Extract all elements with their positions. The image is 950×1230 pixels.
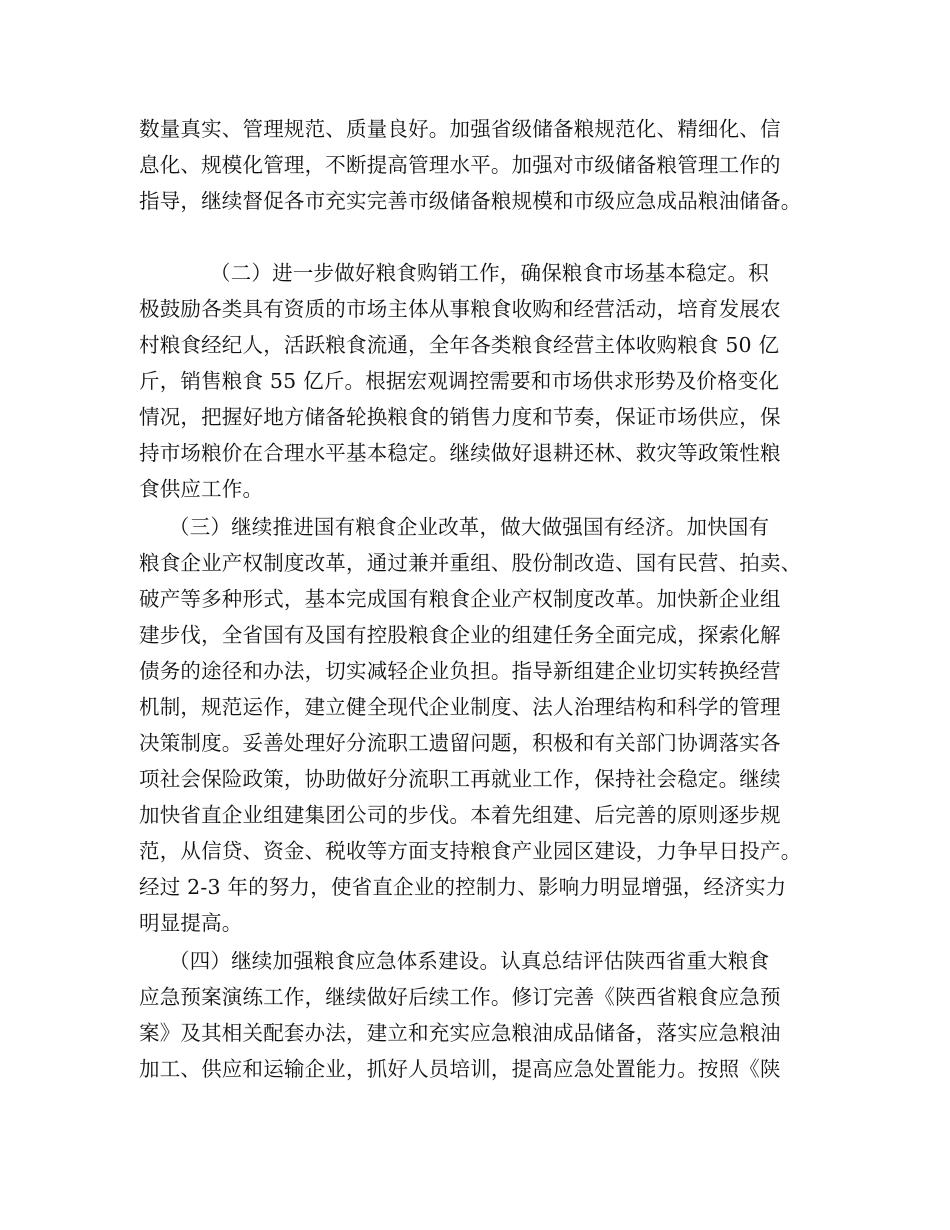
text-line: 案》及其相关配套办法，建立和充实应急粮油成品储备，落实应急粮油 — [139, 1021, 781, 1045]
text-line: 息化、规模化管理，不断提高管理水平。加强对市级储备粮管理工作的 — [139, 153, 781, 177]
text-line: 应急预案演练工作，继续做好后续工作。修订完善《陕西省粮食应急预 — [139, 985, 781, 1009]
text-line: 机制，规范运作，建立健全现代企业制度、法人治理结构和科学的管理 — [139, 695, 781, 719]
text-line: 范，从信贷、资金、税收等方面支持粮食产业园区建设，力争早日投产。 — [139, 839, 802, 863]
text-line: 粮食企业产权制度改革，通过兼并重组、股份制改造、国有民营、拍卖、 — [139, 551, 802, 575]
text-line: 项社会保险政策，协助做好分流职工再就业工作，保持社会稳定。继续 — [139, 767, 781, 791]
text-line: 持市场粮价在合理水平基本稳定。继续做好退耕还林、救灾等政策性粮 — [139, 441, 781, 465]
text-line: 村粮食经纪人，活跃粮食流通，全年各类粮食经营主体收购粮食 50 亿 — [139, 333, 780, 357]
section-heading-line: （四）继续加强粮食应急体系建设。认真总结评估陕西省重大粮食 — [169, 949, 770, 973]
text-line: 决策制度。妥善处理好分流职工遗留问题，积极和有关部门协调落实各 — [139, 731, 781, 755]
text-line: 加工、供应和运输企业，抓好人员培训，提高应急处置能力。按照《陕 — [139, 1057, 781, 1081]
text-line: 明显提高。 — [139, 911, 243, 935]
text-line: 债务的途径和办法，切实减轻企业负担。指导新组建企业切实转换经营 — [139, 659, 781, 683]
text-line: 建步伐，全省国有及国有控股粮食企业的组建任务全面完成，探索化解 — [139, 623, 781, 647]
text-line: 破产等多种形式，基本完成国有粮食企业产权制度改革。加快新企业组 — [139, 587, 781, 611]
text-line: 数量真实、管理规范、质量良好。加强省级储备粮规范化、精细化、信 — [139, 117, 781, 141]
section-heading-line: （三）继续推进国有粮食企业改革，做大做强国有经济。加快国有 — [169, 515, 770, 539]
section-heading-line: （二）进一步做好粮食购销工作，确保粮食市场基本稳定。积 — [210, 261, 769, 285]
text-line: 经过 2-3 年的努力，使省直企业的控制力、影响力明显增强，经济实力 — [139, 875, 787, 899]
text-line: 加快省直企业组建集团公司的步伐。本着先组建、后完善的原则逐步规 — [139, 803, 781, 827]
text-line: 斤，销售粮食 55 亿斤。根据宏观调控需要和市场供求形势及价格变化 — [139, 369, 780, 393]
text-line: 指导，继续督促各市充实完善市级储备粮规模和市级应急成品粮油储备。 — [139, 189, 802, 213]
text-line: 情况，把握好地方储备轮换粮食的销售力度和节奏，保证市场供应，保 — [139, 405, 781, 429]
text-line: 极鼓励各类具有资质的市场主体从事粮食收购和经营活动，培育发展农 — [139, 297, 781, 321]
text-line: 食供应工作。 — [139, 477, 264, 501]
